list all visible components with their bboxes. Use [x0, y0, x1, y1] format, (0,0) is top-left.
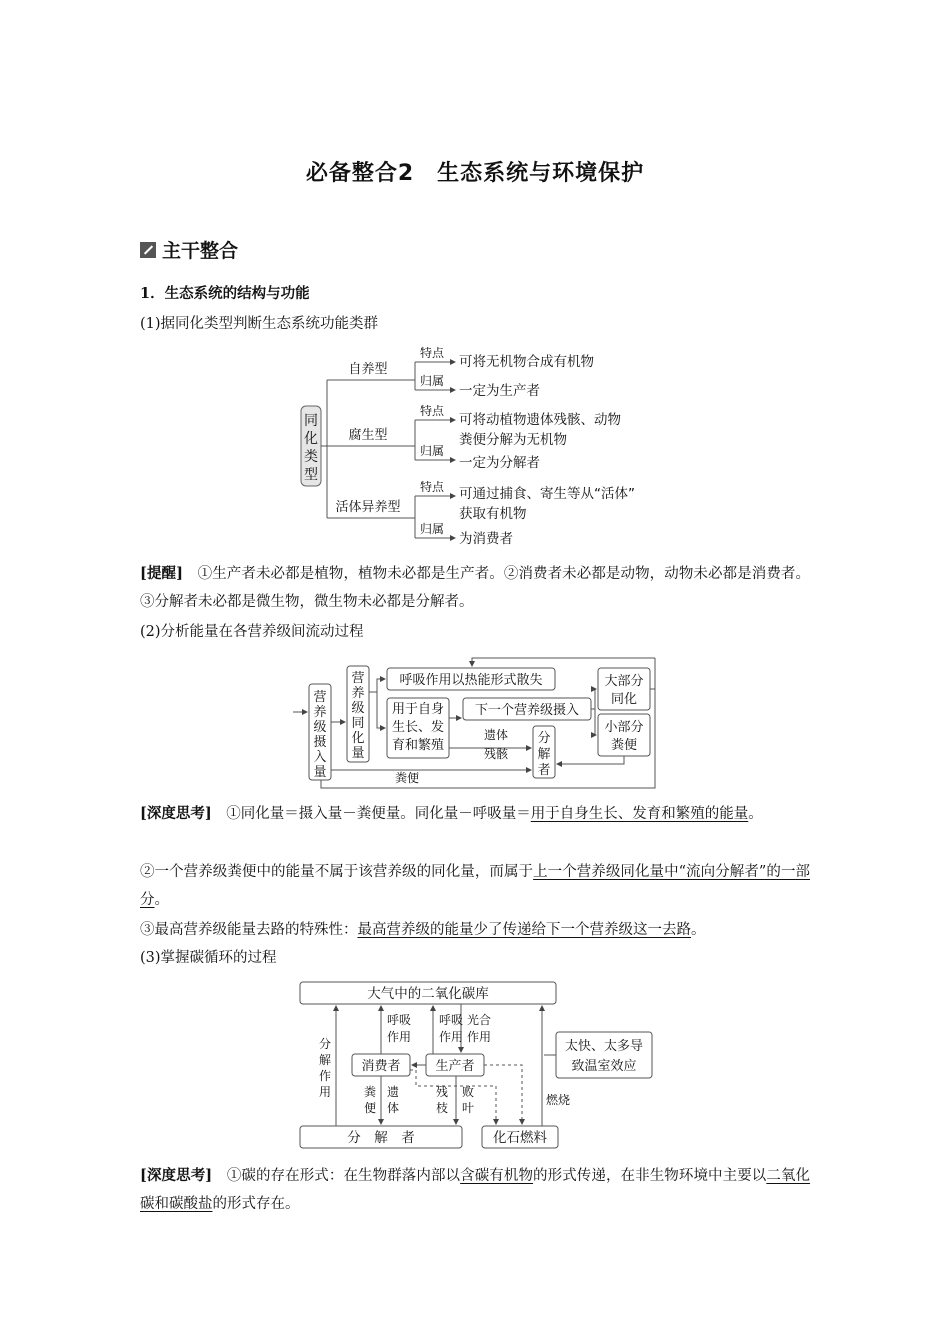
branch-label: 枝 [435, 1101, 449, 1115]
root-char: 类 [304, 449, 318, 465]
assim-char: 养 [351, 686, 365, 701]
underlined-answer: 含碳有机物 [460, 1168, 534, 1184]
decompose-char: 用 [318, 1085, 332, 1099]
next-level-label: 下一个营养级摄入 [474, 703, 580, 718]
decompose-char: 作 [318, 1069, 332, 1083]
belong-value: 一定为生产者 [459, 383, 540, 399]
assim-char: 营 [351, 671, 365, 686]
subheading-3: (3)掌握碳循环的过程 [140, 950, 277, 966]
photosynthesis-label: 作用 [466, 1030, 492, 1044]
root-char: 同 [304, 413, 318, 429]
decomposer-char: 分 [537, 731, 551, 746]
burn-label: 燃烧 [545, 1093, 571, 1107]
co2-pool-label: 大气中的二氧化碳库 [367, 986, 489, 1002]
feature-key: 特点 [419, 346, 445, 360]
deep-think-3 [140, 916, 810, 944]
belong-value: 为消费者 [459, 531, 513, 547]
deep-think-1 [140, 800, 810, 828]
type-name: 自养型 [348, 362, 388, 377]
root-char: 化 [304, 431, 318, 447]
remains-label: 体 [386, 1101, 400, 1115]
decomposer-char: 解 [537, 747, 551, 762]
text: ②一个营养级粪便中的能量不属于该营养级的同化量，而属于 [140, 864, 534, 880]
underlined-answer: 用于自身生长、发育和繁殖的能量 [530, 806, 749, 822]
section-heading-text: 主干整合 [162, 240, 239, 262]
respiration-label: 作用 [438, 1030, 464, 1044]
root-char: 型 [304, 467, 318, 483]
minority-label: 粪便 [610, 738, 638, 753]
feces-label: 粪 [363, 1085, 377, 1099]
text: ①同化量＝摄入量－粪便量。同化量－呼吸量＝ [226, 806, 531, 822]
feature-value: 可通过捕食、寄生等从“活体” [459, 486, 635, 502]
intake-char: 摄 [313, 735, 327, 750]
energy-flow-diagram [293, 652, 663, 790]
leaf-label: 叶 [461, 1101, 475, 1115]
minority-label: 小部分 [604, 720, 644, 735]
deep-think-2 [140, 858, 810, 914]
underlined-answer: 上一个营养级同化量中“流向分解者”的一部分 [140, 864, 811, 908]
page-title: 必备整合2 生态系统与环境保护 [305, 161, 645, 186]
belong-key: 归属 [419, 522, 445, 536]
intake-char: 营 [313, 690, 327, 705]
intake-char: 入 [313, 750, 327, 765]
assim-char: 同 [351, 716, 365, 731]
decomposer-label: 分 解 者 [347, 1130, 415, 1146]
branch-label: 残 [435, 1085, 449, 1099]
growth-label: 用于自身 [391, 702, 445, 717]
decompose-char: 解 [318, 1053, 332, 1067]
decomposer-char: 者 [537, 763, 551, 778]
feature-value: 可将无机物合成有机物 [459, 354, 594, 370]
assimilation-type-diagram [295, 340, 675, 552]
intake-char: 级 [313, 720, 327, 735]
remains-label: 残骸 [483, 747, 509, 761]
consumer-label: 消费者 [361, 1059, 401, 1074]
deep-think-label: [深度思考] [140, 805, 212, 822]
feature-key: 特点 [419, 480, 445, 494]
text: ①碳的存在形式：在生物群落内部以 [226, 1168, 461, 1184]
majority-label: 大部分 [604, 674, 644, 689]
assim-char: 量 [351, 746, 365, 761]
fossil-fuel-label: 化石燃料 [493, 1130, 547, 1146]
heading-1: 1．生态系统的结构与功能 [140, 285, 310, 302]
text: ③最高营养级能量去路的特殊性： [140, 922, 358, 938]
remains-label: 遗 [386, 1085, 400, 1099]
text: 。 [691, 922, 706, 938]
majority-label: 同化 [610, 692, 638, 707]
pencil-square-icon [140, 242, 156, 258]
section-heading [140, 236, 238, 263]
respiration-label: 呼吸 [386, 1013, 412, 1027]
deep-think-carbon [140, 1162, 810, 1218]
type-name: 腐生型 [348, 428, 388, 443]
greenhouse-label: 太快、太多导 [564, 1039, 644, 1054]
feature-key: 特点 [419, 404, 445, 418]
intake-char: 养 [313, 705, 327, 720]
text: 的形式传递，在非生物环境中主要以 [533, 1168, 767, 1184]
respiration-label: 呼吸作用以热能形式散失 [399, 673, 543, 688]
deep-think-label: [深度思考] [140, 1167, 213, 1184]
belong-value: 一定为分解者 [459, 455, 540, 471]
respiration-label: 作用 [386, 1030, 412, 1044]
feces-label: 便 [363, 1101, 377, 1115]
reminder-text: ①生产者未必都是植物，植物未必都是生产者。②消费者未必都是动物，动物未必都是消费者。③分解者未必都是微生物，微生物未必都是分解者。 [140, 566, 810, 610]
assim-char: 级 [351, 701, 365, 716]
growth-label: 生长、发 [391, 720, 445, 735]
underlined-answer: 二氧化碳和碳酸盐 [140, 1168, 811, 1212]
type-name: 活体异养型 [335, 500, 401, 515]
assim-char: 化 [351, 731, 365, 746]
decompose-char: 分 [318, 1037, 332, 1051]
subheading-2: (2)分析能量在各营养级间流动过程 [140, 624, 364, 640]
text: 的形式存在。 [212, 1196, 300, 1212]
text: 。 [748, 806, 763, 822]
intake-char: 量 [313, 765, 327, 780]
feces-label: 粪便 [394, 771, 420, 785]
remains-label: 遗体 [483, 728, 509, 742]
leaf-label: 败 [461, 1085, 475, 1099]
subheading-1: (1)据同化类型判断生态系统功能类群 [140, 316, 379, 332]
growth-label: 育和繁殖 [391, 738, 445, 753]
greenhouse-label: 致温室效应 [571, 1059, 637, 1074]
belong-key: 归属 [419, 444, 445, 458]
belong-key: 归属 [419, 374, 445, 388]
producer-label: 生产者 [435, 1059, 475, 1074]
text: 。 [154, 892, 169, 908]
feature-value: 获取有机物 [459, 506, 527, 522]
respiration-label: 呼吸 [438, 1013, 464, 1027]
feature-value: 粪便分解为无机物 [459, 432, 567, 448]
photosynthesis-label: 光合 [466, 1013, 492, 1027]
reminder-paragraph [140, 560, 810, 616]
feature-value: 可将动植物遗体残骸、动物 [459, 412, 621, 428]
carbon-cycle-diagram [296, 978, 658, 1154]
underlined-answer: 最高营养级的能量少了传递给下一个营养级这一去路 [357, 922, 691, 938]
reminder-label: [提醒] [140, 565, 183, 582]
